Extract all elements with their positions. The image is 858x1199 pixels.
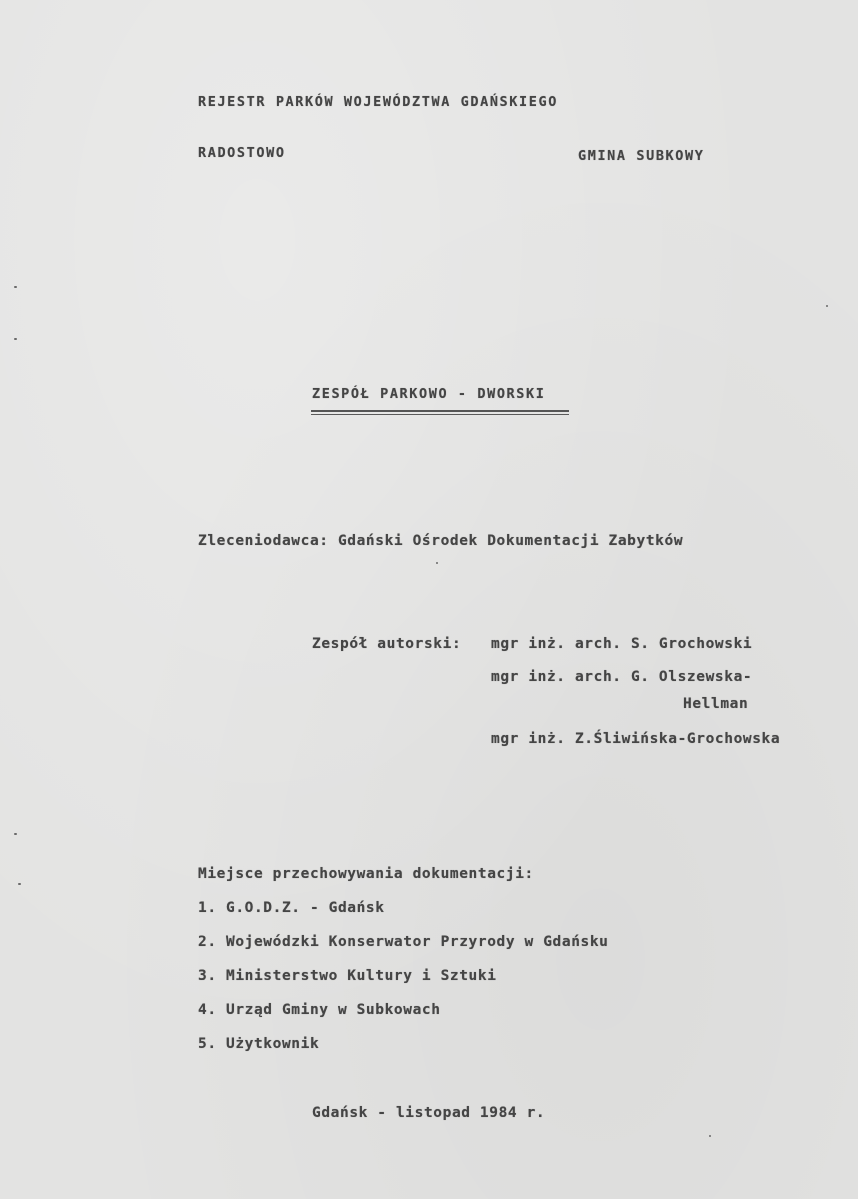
storage-item-1: 1. G.O.D.Z. - Gdańsk <box>198 900 385 916</box>
storage-item-5: 5. Użytkownik <box>198 1036 320 1052</box>
storage-item-4: 4. Urząd Gminy w Subkowach <box>198 1002 441 1018</box>
paper-speck <box>709 1135 711 1137</box>
authors-label: Zespół autorski: <box>312 636 462 652</box>
paper-speck <box>14 833 17 835</box>
author-line-3: mgr inż. Z.Śliwińska-Grochowska <box>491 731 781 747</box>
register-title: REJESTR PARKÓW WOJEWÓDZTWA GDAŃSKIEGO <box>198 94 558 110</box>
paper-speck <box>826 305 828 307</box>
paper-speck <box>18 883 21 885</box>
paper-speck <box>436 562 438 564</box>
locality-name: RADOSTOWO <box>198 145 286 161</box>
place-date: Gdańsk - listopad 1984 r. <box>312 1105 546 1121</box>
title-underline <box>311 410 569 412</box>
document-title: ZESPÓŁ PARKOWO - DWORSKI <box>312 386 546 402</box>
paper-speck <box>14 286 17 288</box>
client-line: Zleceniodawca: Gdański Ośrodek Dokumentacji Zabytków <box>198 533 684 549</box>
storage-item-2: 2. Wojewódzki Konserwator Przyrody w Gdańsku <box>198 934 609 950</box>
author-line-2: mgr inż. arch. G. Olszewska- <box>491 669 753 685</box>
author-line-1: mgr inż. arch. S. Grochowski <box>491 636 753 652</box>
commune-name: GMINA SUBKOWY <box>578 148 705 164</box>
storage-item-3: 3. Ministerstwo Kultury i Sztuki <box>198 968 497 984</box>
paper-speck <box>14 338 17 340</box>
title-underline-secondary <box>311 414 569 415</box>
author-line-2-continued: Hellman <box>683 696 749 712</box>
storage-heading: Miejsce przechowywania dokumentacji: <box>198 866 534 882</box>
